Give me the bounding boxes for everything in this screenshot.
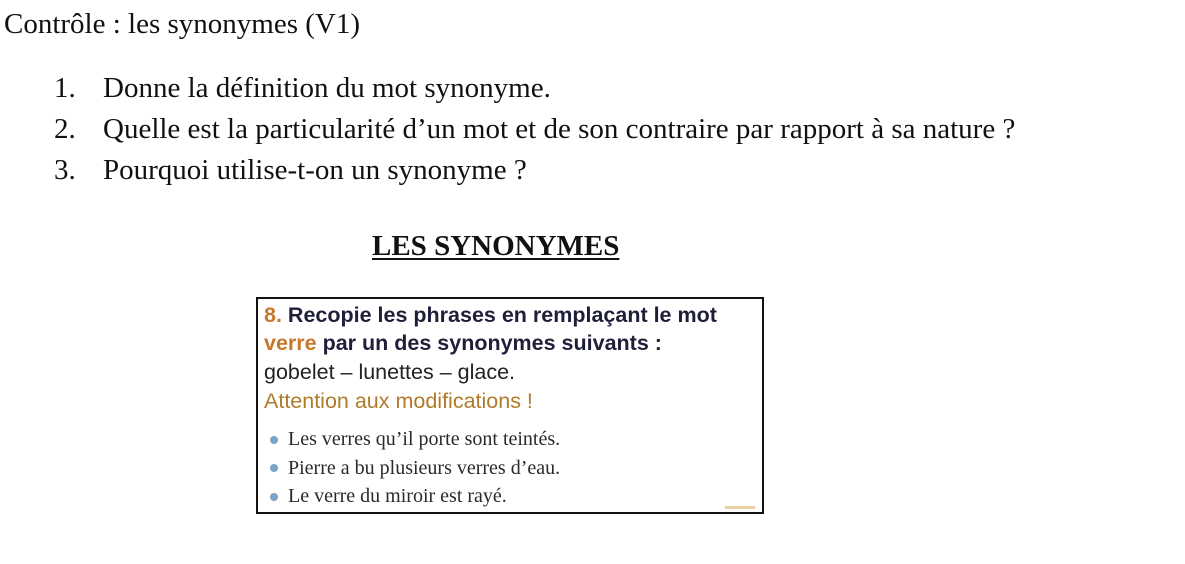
bullet-icon <box>270 464 278 472</box>
question-item <box>54 150 1015 191</box>
attention-note: Attention aux modifications ! <box>264 389 533 413</box>
exercise-keyword: verre <box>264 331 317 355</box>
sentence-text: Les verres qu’il porte sont teintés. <box>288 428 561 450</box>
sentence-list <box>270 425 560 511</box>
question-item <box>54 68 1015 109</box>
question-text: Donne la définition du mot synonyme. <box>103 72 551 104</box>
question-item <box>54 109 1015 150</box>
page-title: Contrôle : les synonymes (V1) <box>4 8 361 40</box>
question-text: Quelle est la particularité d’un mot et de son contraire par rapport à sa nature ? <box>103 113 1016 145</box>
sentence-item <box>270 425 560 454</box>
synonym-list: gobelet – lunettes – glace. <box>264 360 516 384</box>
scan-smudge <box>725 506 755 509</box>
sentence-text: Le verre du miroir est rayé. <box>288 485 507 507</box>
bullet-icon <box>270 436 278 444</box>
exercise-instruction-text-2: par un des synonymes suivants : <box>322 331 662 355</box>
exercise-instruction-text: Recopie les phrases en remplaçant le mot <box>287 303 717 327</box>
section-heading: LES SYNONYMES <box>372 230 620 262</box>
question-number: 3. <box>54 154 76 186</box>
exercise-instruction-line-1 <box>264 301 717 330</box>
exercise-instruction-line-2 <box>264 329 662 358</box>
sentence-text: Pierre a bu plusieurs verres d’eau. <box>288 456 561 479</box>
question-number: 1. <box>54 72 76 104</box>
bullet-icon <box>270 493 278 501</box>
sentence-item <box>270 454 560 483</box>
question-text: Pourquoi utilise-t-on un synonyme ? <box>103 154 527 186</box>
sentence-item <box>270 482 560 511</box>
exercise-number: 8. <box>264 303 282 327</box>
exercise-box <box>256 297 764 514</box>
question-number: 2. <box>54 113 76 145</box>
question-list <box>54 68 1015 191</box>
